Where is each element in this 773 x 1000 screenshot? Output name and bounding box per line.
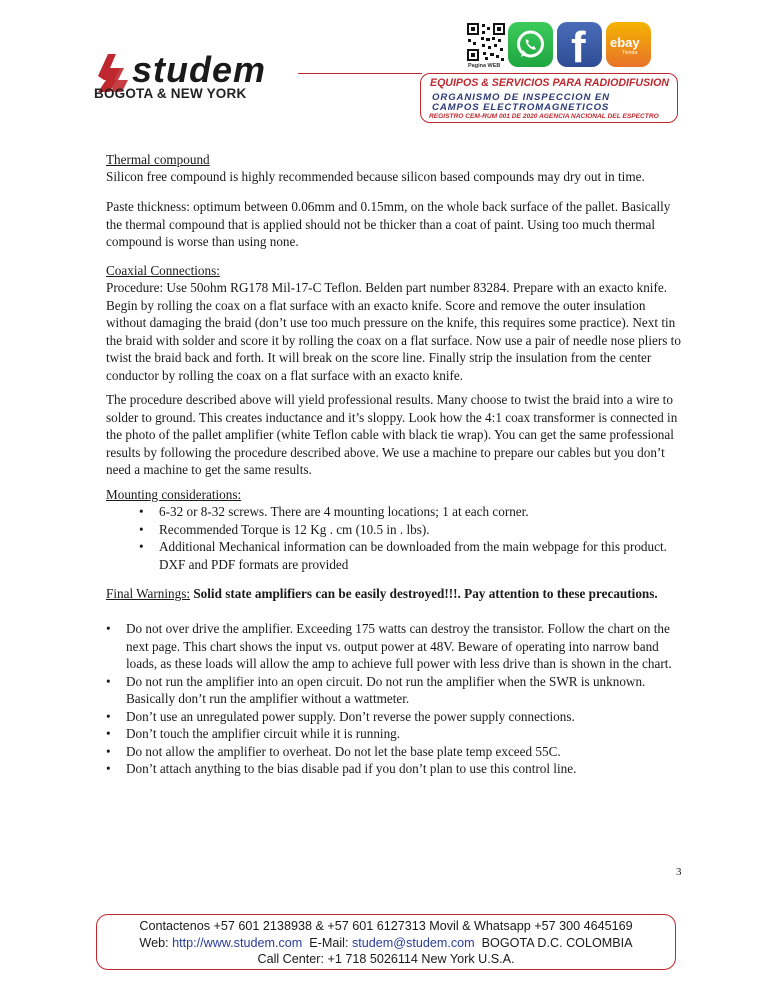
- list-item: • 6-32 or 8-32 screws. There are 4 mounting locations; 1 at each corner.: [139, 503, 669, 521]
- list-item: • Don’t attach anything to the bias disable pad if you don’t plan to use this control line.: [106, 760, 686, 778]
- list-item: • Do not over drive the amplifier. Exceeding 175 watts can destroy the transistor. Follow the chart on the next page. This chart shows the input vs. output power at 48V. Beware of operating into narrow band loads, as these loads will allow the amp to achieve full power with less drive than is shown in the chart.: [106, 620, 686, 673]
- header-inspection-line1: ORGANISMO DE INSPECCION EN: [432, 92, 610, 103]
- header-rule: [298, 73, 422, 74]
- facebook-glyph: f: [571, 23, 586, 67]
- footer-email-link[interactable]: studem@studem.com: [351, 936, 475, 950]
- header-inspection-line2: CAMPOS ELECTROMAGNETICOS: [432, 102, 610, 113]
- whatsapp-icon[interactable]: [508, 22, 553, 67]
- list-item: • Don’t touch the amplifier circuit while it is running.: [106, 725, 686, 743]
- warnings-heading: Final Warnings:: [106, 586, 191, 601]
- list-item: • Recommended Torque is 12 Kg . cm (10.5 in . lbs).: [139, 521, 669, 539]
- mounting-heading: Mounting considerations:: [106, 487, 242, 502]
- footer-web-link[interactable]: http://www.studem.com: [172, 936, 303, 950]
- warnings-list: [106, 620, 686, 778]
- coax-paragraph-1: Procedure: Use 50ohm RG178 Mil-17-C Teflon. Belden part number 83284. Prepare with an exacto knife. Begin by rolling the coax on a flat surface with an exacto knife. Score and remove the outer insulation without damaging the braid (don’t use too much pressure on the knife, this requires some practice). Next tin the braid with solder and score it by rolling the coax on a flat surface. Now use a pair of needle nose pliers to twist the braid back and forth. It will break on the score line. Finally strip the insulation from the center conductor by rolling the coax on a flat surface with an exacto knife.: [106, 280, 681, 383]
- brand-city: BOGOTA & NEW YORK: [94, 86, 247, 101]
- mounting-list: [139, 503, 669, 573]
- ebay-logo-text: ebay: [610, 35, 640, 50]
- coax-heading: Coaxial Connections:: [106, 263, 220, 278]
- warnings-intro: [106, 585, 686, 603]
- whatsapp-glyph: [508, 22, 553, 67]
- list-item: • Do not allow the amplifier to overheat. Do not let the base plate temp exceed 55C.: [106, 743, 686, 761]
- facebook-icon[interactable]: [557, 22, 602, 67]
- page-number: 3: [676, 866, 682, 878]
- qr-code-label: Pagina WEB: [468, 63, 501, 69]
- footer-web-email: [96, 936, 676, 950]
- qr-code-icon[interactable]: [466, 22, 506, 62]
- list-item: • Do not run the amplifier into an open circuit. Do not run the amplifier when the SWR is unknown. Basically don’t run the amplifier without a wattmeter.: [106, 673, 686, 708]
- footer-phones: Contactenos +57 601 2138938 & +57 601 6127313 Movil & Whatsapp +57 300 4645169: [139, 919, 633, 933]
- footer-call-center: Call Center: +1 718 5026114 New York U.S.A.: [257, 952, 515, 966]
- list-item: • Additional Mechanical information can be downloaded from the main webpage for this product. DXF and PDF formats are provided: [139, 538, 669, 573]
- thermal-paragraph-2: Paste thickness: optimum between 0.06mm and 0.15mm, on the whole back surface of the pallet. Basically the thermal compound that is applied should not be thicker than a coat of paint. Using too much thermal compound is worse than using none.: [106, 199, 671, 249]
- thermal-heading: Thermal compound: [106, 152, 210, 167]
- ebay-store-label: Tienda: [622, 50, 638, 56]
- header-services-title: EQUIPOS & SERVICIOS PARA RADIODIFUSION: [430, 77, 669, 89]
- header-registry: REGISTRO CEM-RUM 001 DE 2020 AGENCIA NACIONAL DEL ESPECTRO: [429, 113, 659, 120]
- footer-city: BOGOTA D.C. COLOMBIA: [481, 936, 633, 950]
- list-item: • Don’t use an unregulated power supply. Don’t reverse the power supply connections.: [106, 708, 686, 726]
- thermal-paragraph-1: Silicon free compound is highly recommended because silicon based compounds may dry out in time.: [106, 169, 645, 184]
- coax-paragraph-2: The procedure described above will yield professional results. Many choose to twist the braid into a wire to solder to ground. This creates inductance and it’s sloppy. Look how the 4:1 coax transformer is connected in the photo of the pallet amplifier (white Teflon cable with black tie wrap). You can get the same professional results by following the procedure described above. We use a machine to prepare our cables but you don’t need a machine to get the same results.: [106, 392, 678, 477]
- ebay-store-icon[interactable]: [606, 22, 651, 67]
- footer-email-label: E-Mail:: [309, 936, 349, 950]
- brand-wordmark: studem: [132, 49, 267, 90]
- footer-web-label: Web:: [139, 936, 169, 950]
- warnings-bold-intro: Solid state amplifiers can be easily destroyed!!!. Pay attention to these precautions.: [193, 586, 658, 601]
